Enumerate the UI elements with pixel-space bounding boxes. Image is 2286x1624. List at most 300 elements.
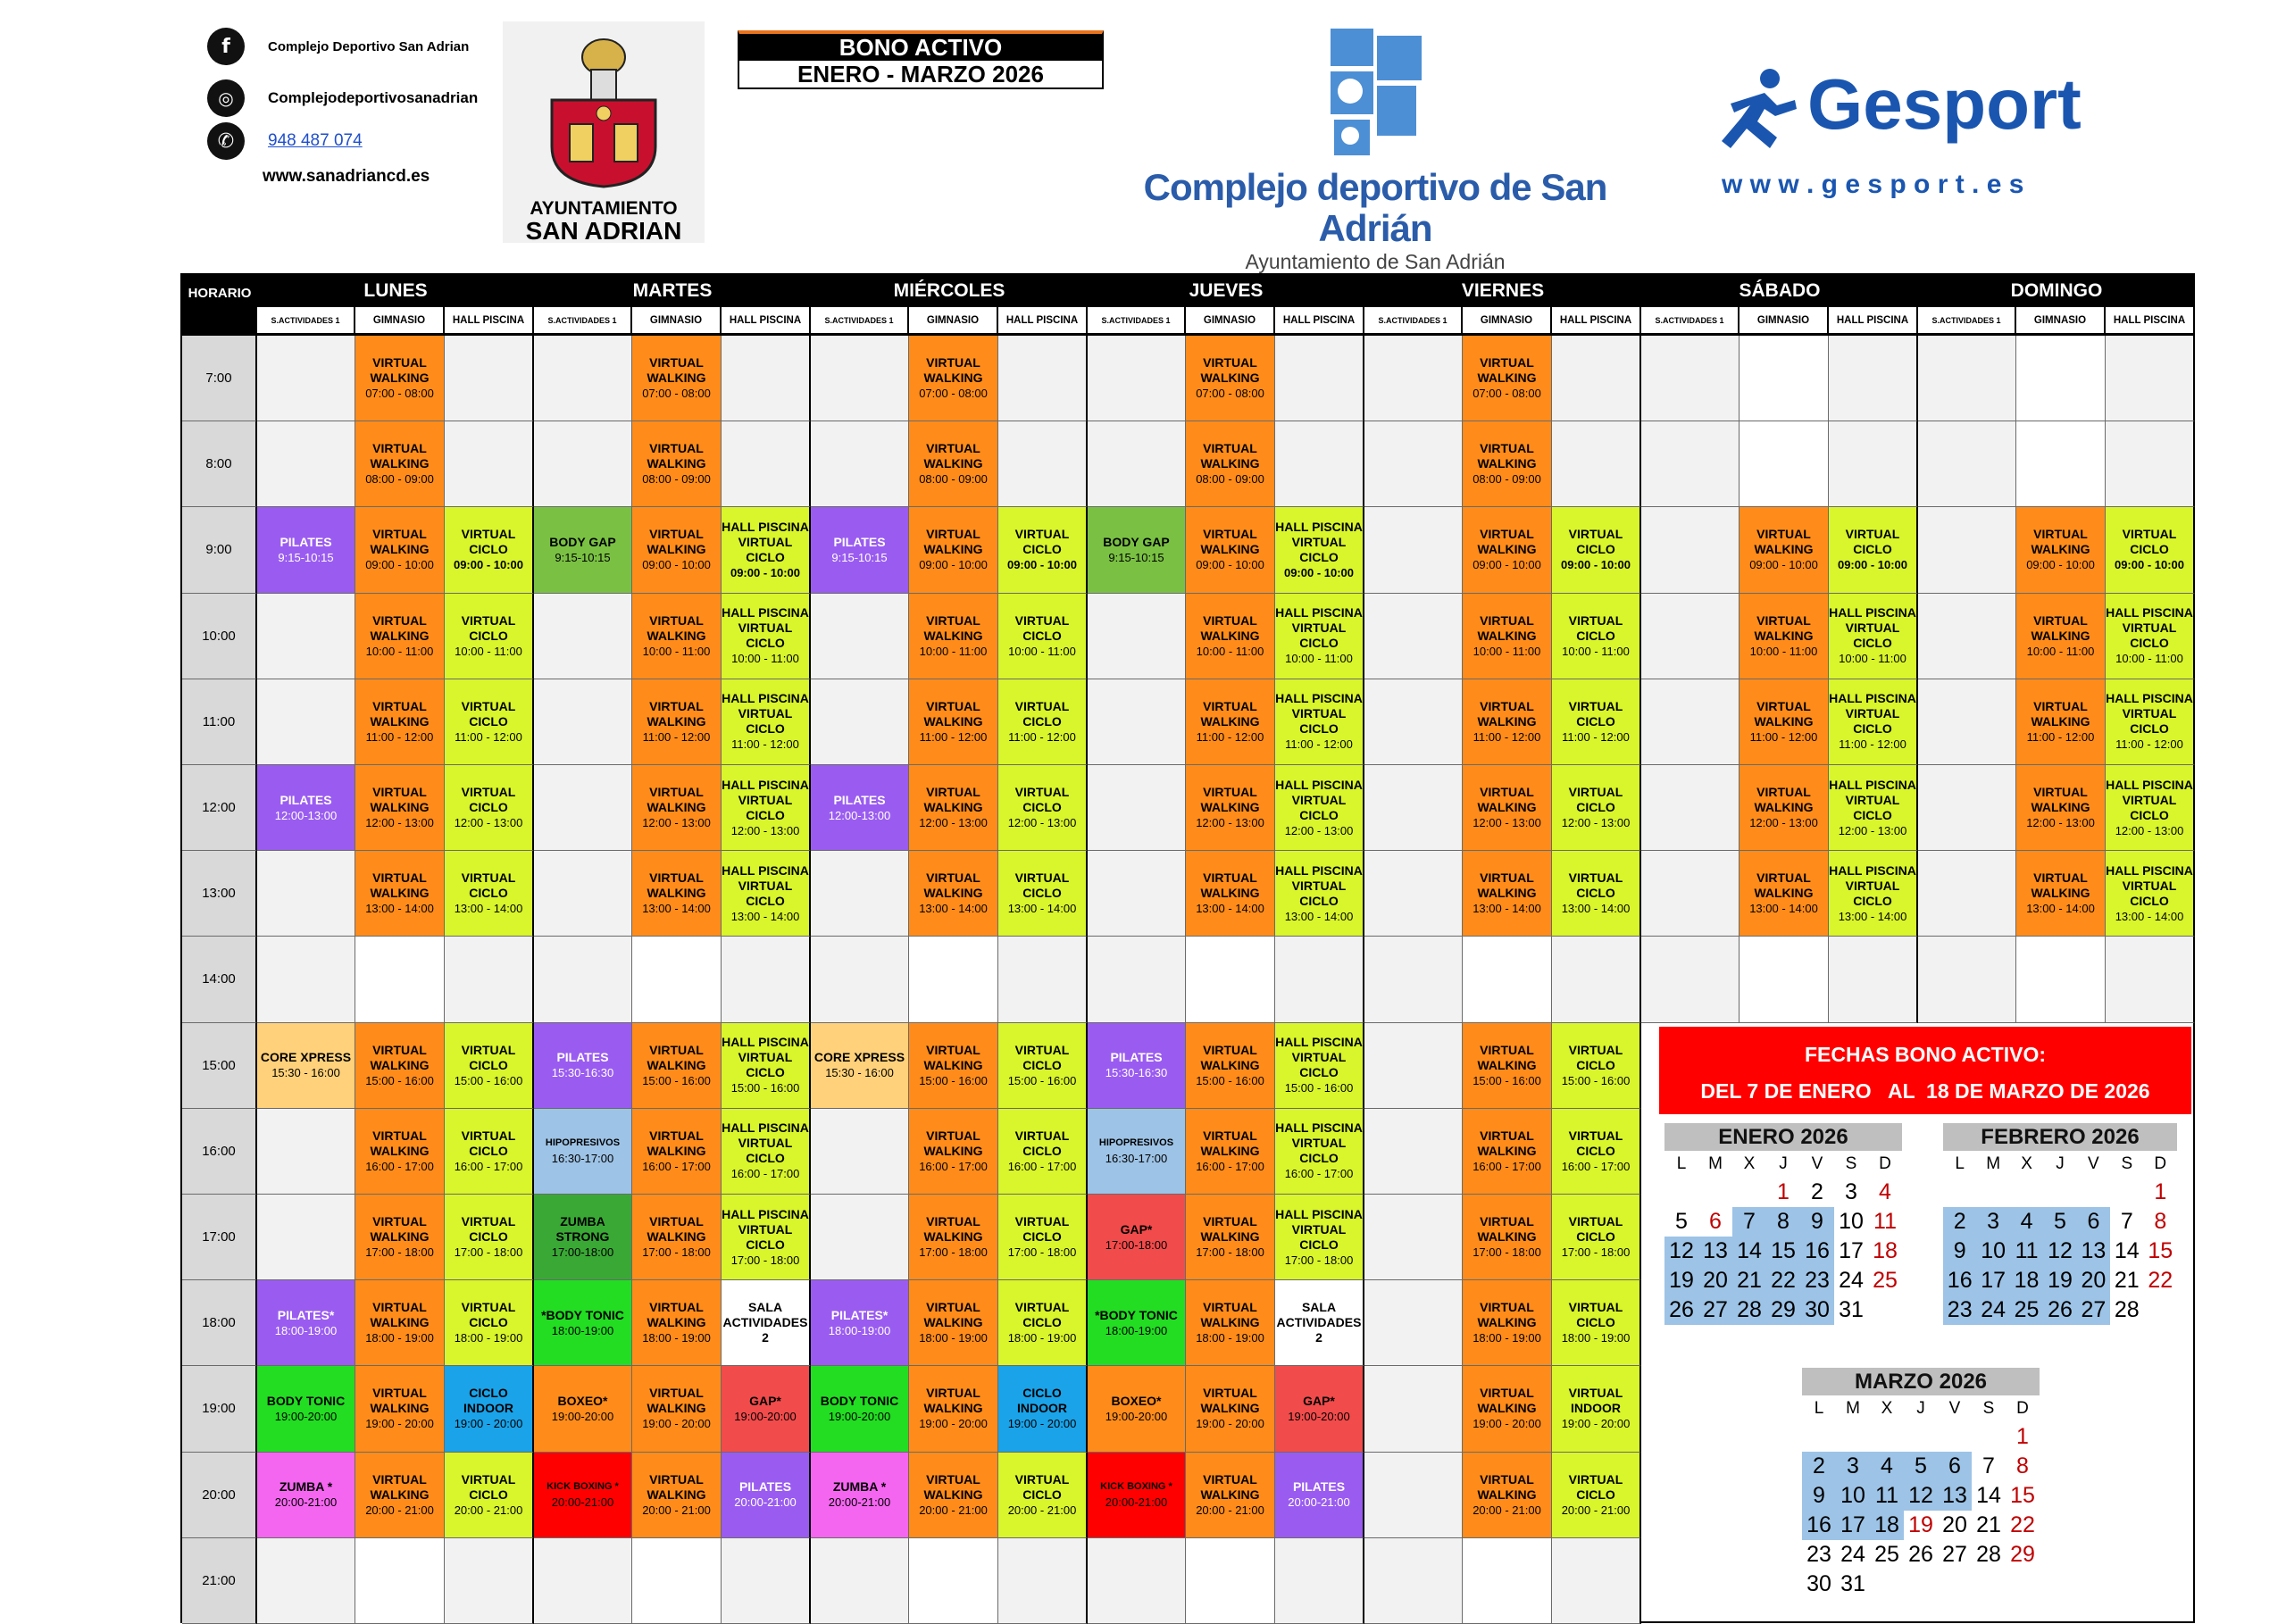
class-name: KICK BOXING * bbox=[546, 1481, 619, 1493]
complejo-logo bbox=[1116, 29, 1634, 273]
class-cell[interactable] bbox=[534, 507, 632, 593]
class-cell[interactable] bbox=[632, 336, 722, 421]
class-cell[interactable] bbox=[1740, 679, 1829, 765]
day-header-0: LUNES bbox=[257, 275, 534, 307]
empty-cell bbox=[1740, 336, 1829, 421]
class-name: VIRTUAL WALKING bbox=[647, 355, 706, 386]
class-cell[interactable] bbox=[445, 1195, 534, 1280]
class-cell[interactable] bbox=[1740, 594, 1829, 679]
class-cell[interactable] bbox=[722, 1453, 811, 1538]
class-time: 18:00 - 19:00 bbox=[1007, 1331, 1077, 1345]
class-cell[interactable] bbox=[445, 1280, 534, 1366]
class-cell[interactable] bbox=[811, 765, 909, 851]
class-time: 20:00 - 21:00 bbox=[1007, 1503, 1077, 1517]
class-cell[interactable] bbox=[1088, 1453, 1186, 1538]
calendar-day: 26 bbox=[2043, 1295, 2076, 1325]
instagram-line bbox=[207, 79, 478, 118]
class-cell[interactable] bbox=[1186, 336, 1275, 421]
class-name: GAP* bbox=[1120, 1221, 1153, 1237]
class-cell[interactable] bbox=[722, 1109, 811, 1195]
class-cell[interactable] bbox=[1740, 507, 1829, 593]
weekday-label: X bbox=[1743, 1154, 1756, 1173]
class-cell[interactable] bbox=[1740, 851, 1829, 937]
class-time: 16:00 - 17:00 bbox=[642, 1159, 711, 1173]
calendar-day: 10 bbox=[1836, 1481, 1870, 1511]
class-cell[interactable] bbox=[722, 594, 811, 679]
class-name: VIRTUAL WALKING bbox=[1200, 1128, 1260, 1158]
class-cell[interactable] bbox=[1463, 507, 1552, 593]
class-cell[interactable] bbox=[722, 1023, 811, 1109]
class-cell[interactable] bbox=[632, 1023, 722, 1109]
class-cell[interactable] bbox=[722, 851, 811, 937]
class-cell[interactable] bbox=[355, 765, 445, 851]
class-cell[interactable] bbox=[355, 851, 445, 937]
class-time: 17:00 - 18:00 bbox=[1473, 1245, 1541, 1260]
class-name: HALL PISCINA VIRTUAL CICLO bbox=[1829, 777, 1916, 822]
class-name: VIRTUAL WALKING bbox=[370, 527, 430, 557]
calendar-title: ENERO 2026 bbox=[1664, 1123, 1902, 1151]
class-cell[interactable] bbox=[1186, 1453, 1275, 1538]
class-cell[interactable] bbox=[2106, 507, 2195, 593]
class-cell[interactable] bbox=[355, 1453, 445, 1538]
class-time: 15:30 - 16:00 bbox=[271, 1066, 340, 1080]
empty-cell bbox=[2016, 937, 2106, 1022]
class-cell[interactable] bbox=[1186, 421, 1275, 507]
class-cell[interactable] bbox=[1275, 507, 1364, 593]
weekday-label: S bbox=[1845, 1154, 1857, 1173]
weekday-label: X bbox=[2021, 1154, 2032, 1173]
class-cell[interactable] bbox=[1186, 851, 1275, 937]
class-cell[interactable] bbox=[355, 679, 445, 765]
class-cell[interactable] bbox=[534, 1195, 632, 1280]
empty-cell bbox=[445, 421, 534, 507]
class-time: 13:00 - 14:00 bbox=[642, 902, 711, 916]
calendar-day: 9 bbox=[1943, 1237, 1976, 1266]
calendar-day: 28 bbox=[2114, 1297, 2140, 1322]
phone-line bbox=[207, 121, 363, 161]
class-cell[interactable] bbox=[355, 1109, 445, 1195]
class-cell[interactable] bbox=[1186, 1195, 1275, 1280]
class-cell[interactable] bbox=[1463, 594, 1552, 679]
class-time: 12:00-13:00 bbox=[828, 808, 891, 822]
class-cell[interactable] bbox=[445, 594, 534, 679]
class-cell[interactable] bbox=[632, 594, 722, 679]
class-time: 08:00 - 09:00 bbox=[1473, 472, 1541, 487]
class-cell[interactable] bbox=[355, 1023, 445, 1109]
class-time: 17:00 - 18:00 bbox=[642, 1245, 711, 1260]
class-cell[interactable] bbox=[998, 1366, 1088, 1452]
calendar-day bbox=[2144, 1295, 2177, 1325]
class-cell[interactable] bbox=[355, 336, 445, 421]
class-cell[interactable] bbox=[534, 1366, 632, 1452]
class-cell[interactable] bbox=[445, 1023, 534, 1109]
class-cell[interactable] bbox=[1463, 765, 1552, 851]
class-time: 17:00 - 18:00 bbox=[365, 1245, 434, 1260]
class-cell[interactable] bbox=[355, 1280, 445, 1366]
class-cell[interactable] bbox=[534, 1453, 632, 1538]
class-name: VIRTUAL WALKING bbox=[647, 1386, 706, 1416]
class-cell[interactable] bbox=[2106, 594, 2195, 679]
time-label: 14:00 bbox=[182, 937, 257, 1022]
empty-cell bbox=[2106, 937, 2195, 1022]
class-time: 10:00 - 11:00 bbox=[1285, 652, 1353, 666]
class-cell[interactable] bbox=[1552, 1453, 1641, 1538]
class-cell[interactable] bbox=[1740, 765, 1829, 851]
class-name: VIRTUAL WALKING bbox=[1200, 1471, 1260, 1502]
class-cell[interactable] bbox=[1275, 765, 1364, 851]
class-time: 20:00 - 21:00 bbox=[1561, 1503, 1631, 1517]
class-cell[interactable] bbox=[257, 507, 355, 593]
class-name: HALL PISCINA VIRTUAL CICLO bbox=[2106, 605, 2193, 651]
class-cell[interactable] bbox=[1186, 507, 1275, 593]
class-time: 9:15-10:15 bbox=[555, 550, 611, 564]
class-cell[interactable] bbox=[909, 421, 998, 507]
calendar-day: 3 bbox=[1976, 1207, 2009, 1237]
calendar-day bbox=[1938, 1422, 1972, 1452]
empty-cell bbox=[811, 679, 909, 765]
class-cell[interactable] bbox=[722, 765, 811, 851]
class-cell[interactable] bbox=[1275, 1109, 1364, 1195]
class-cell[interactable] bbox=[632, 851, 722, 937]
class-time: 10:00 - 11:00 bbox=[1008, 644, 1076, 658]
class-cell[interactable] bbox=[534, 1109, 632, 1195]
class-cell[interactable] bbox=[909, 336, 998, 421]
calendar-day: 8 bbox=[1766, 1207, 1800, 1237]
class-cell[interactable] bbox=[1463, 679, 1552, 765]
empty-cell bbox=[1641, 679, 1740, 765]
class-cell[interactable] bbox=[1552, 679, 1641, 765]
class-cell[interactable] bbox=[1275, 1453, 1364, 1538]
empty-cell bbox=[1740, 937, 1829, 1022]
class-name: VIRTUAL INDOOR bbox=[1568, 1386, 1623, 1416]
class-cell[interactable] bbox=[998, 851, 1088, 937]
class-cell[interactable] bbox=[445, 1453, 534, 1538]
empty-cell bbox=[257, 851, 355, 937]
class-cell[interactable] bbox=[1463, 1195, 1552, 1280]
class-name: VIRTUAL CICLO bbox=[1014, 612, 1070, 643]
calendar-day: 13 bbox=[1938, 1481, 1972, 1511]
class-cell[interactable] bbox=[257, 1023, 355, 1109]
class-time: 16:00 - 17:00 bbox=[365, 1159, 434, 1173]
class-cell[interactable] bbox=[632, 765, 722, 851]
class-name: VIRTUAL WALKING bbox=[2031, 612, 2090, 643]
class-name: HALL PISCINA VIRTUAL CICLO bbox=[722, 691, 809, 737]
class-cell[interactable] bbox=[355, 1195, 445, 1280]
class-cell[interactable] bbox=[1463, 1280, 1552, 1366]
empty-cell bbox=[445, 336, 534, 421]
calendar-febrero bbox=[1943, 1123, 2177, 1325]
gesport-name: Gesport bbox=[1807, 64, 2082, 144]
class-cell[interactable] bbox=[632, 1366, 722, 1452]
class-time: 19:00-20:00 bbox=[828, 1409, 891, 1423]
phone-link[interactable]: 948 487 074 bbox=[268, 131, 363, 150]
calendar-day: 25 bbox=[1874, 1542, 1899, 1567]
calendar-day: 27 bbox=[1698, 1295, 1732, 1325]
class-cell[interactable] bbox=[998, 507, 1088, 593]
class-cell[interactable] bbox=[998, 1195, 1088, 1280]
class-time: 19:00-20:00 bbox=[274, 1409, 338, 1423]
class-cell[interactable] bbox=[1186, 679, 1275, 765]
calendar-day: 4 bbox=[2010, 1207, 2043, 1237]
class-cell[interactable] bbox=[998, 679, 1088, 765]
class-cell[interactable] bbox=[632, 507, 722, 593]
class-cell[interactable] bbox=[998, 1023, 1088, 1109]
empty-cell bbox=[998, 937, 1088, 1022]
class-cell[interactable] bbox=[722, 1366, 811, 1452]
class-cell[interactable] bbox=[1829, 507, 1918, 593]
class-cell[interactable] bbox=[632, 679, 722, 765]
class-name: VIRTUAL WALKING bbox=[923, 1386, 983, 1416]
class-cell[interactable] bbox=[1088, 1023, 1186, 1109]
calendar-day: 19 bbox=[1664, 1266, 1698, 1295]
class-cell[interactable] bbox=[1463, 1023, 1552, 1109]
class-time: 12:00 - 13:00 bbox=[1473, 816, 1541, 830]
calendar-day: 25 bbox=[1873, 1268, 1898, 1293]
class-cell[interactable] bbox=[632, 1453, 722, 1538]
class-name: VIRTUAL CICLO bbox=[2122, 527, 2177, 557]
class-cell[interactable] bbox=[1463, 421, 1552, 507]
subcol-header: S.ACTIVIDADES 1 bbox=[811, 307, 909, 336]
class-time: 15:00 - 16:00 bbox=[642, 1073, 711, 1087]
class-name: VIRTUAL CICLO bbox=[1014, 698, 1070, 729]
empty-cell bbox=[632, 1538, 722, 1624]
class-time: 12:00 - 13:00 bbox=[642, 816, 711, 830]
subcol-header: S.ACTIVIDADES 1 bbox=[1364, 307, 1463, 336]
class-cell[interactable] bbox=[632, 1109, 722, 1195]
class-name: VIRTUAL WALKING bbox=[1477, 785, 1537, 815]
class-cell[interactable] bbox=[1463, 1109, 1552, 1195]
class-cell[interactable] bbox=[909, 1280, 998, 1366]
class-cell[interactable] bbox=[1088, 507, 1186, 593]
class-cell[interactable] bbox=[909, 851, 998, 937]
class-cell[interactable] bbox=[998, 1109, 1088, 1195]
class-name: VIRTUAL WALKING bbox=[1477, 698, 1537, 729]
class-cell[interactable] bbox=[445, 507, 534, 593]
class-cell[interactable] bbox=[1275, 1195, 1364, 1280]
class-cell[interactable] bbox=[1275, 1023, 1364, 1109]
class-time: 18:00 - 19:00 bbox=[1561, 1331, 1631, 1345]
class-cell[interactable] bbox=[1463, 1453, 1552, 1538]
class-time: 13:00 - 14:00 bbox=[1473, 902, 1541, 916]
class-name: VIRTUAL CICLO bbox=[1014, 1128, 1070, 1158]
class-time: 17:00-18:00 bbox=[1105, 1237, 1168, 1252]
class-cell[interactable] bbox=[445, 765, 534, 851]
class-cell[interactable] bbox=[445, 1366, 534, 1452]
class-cell[interactable] bbox=[811, 507, 909, 593]
class-cell[interactable] bbox=[1186, 765, 1275, 851]
empty-cell bbox=[1829, 937, 1918, 1022]
class-cell[interactable] bbox=[355, 507, 445, 593]
class-cell[interactable] bbox=[2106, 851, 2195, 937]
class-name: VIRTUAL CICLO bbox=[461, 1214, 516, 1245]
class-time: 16:30-17:00 bbox=[1105, 1152, 1168, 1166]
class-cell[interactable] bbox=[811, 1280, 909, 1366]
class-cell[interactable] bbox=[355, 594, 445, 679]
empty-cell bbox=[1552, 336, 1641, 421]
class-time: 11:00 - 12:00 bbox=[365, 729, 434, 744]
class-cell[interactable] bbox=[1552, 1023, 1641, 1109]
class-cell[interactable] bbox=[2016, 765, 2106, 851]
class-cell[interactable] bbox=[534, 1280, 632, 1366]
class-cell[interactable] bbox=[722, 679, 811, 765]
class-name: VIRTUAL CICLO bbox=[1568, 1471, 1623, 1502]
class-cell[interactable] bbox=[998, 765, 1088, 851]
class-name: VIRTUAL WALKING bbox=[923, 1128, 983, 1158]
class-cell[interactable] bbox=[1552, 1109, 1641, 1195]
class-cell[interactable] bbox=[1186, 1366, 1275, 1452]
class-name: CORE XPRESS bbox=[260, 1050, 352, 1065]
class-cell[interactable] bbox=[909, 507, 998, 593]
class-cell[interactable] bbox=[1829, 594, 1918, 679]
class-cell[interactable] bbox=[1275, 594, 1364, 679]
class-cell[interactable] bbox=[909, 1195, 998, 1280]
class-cell[interactable] bbox=[1088, 1109, 1186, 1195]
class-time: 18:00 - 19:00 bbox=[919, 1331, 988, 1345]
class-name: PILATES bbox=[1292, 1479, 1346, 1495]
class-cell[interactable] bbox=[1186, 594, 1275, 679]
class-time: 11:00 - 12:00 bbox=[2026, 729, 2095, 744]
class-cell[interactable] bbox=[909, 765, 998, 851]
calendar-day: 23 bbox=[1800, 1266, 1834, 1295]
class-cell[interactable] bbox=[1463, 851, 1552, 937]
class-name: VIRTUAL CICLO bbox=[461, 1042, 516, 1072]
class-cell[interactable] bbox=[722, 507, 811, 593]
class-cell[interactable] bbox=[1275, 1280, 1364, 1366]
class-name: VIRTUAL WALKING bbox=[370, 785, 430, 815]
class-time: 10:00 - 11:00 bbox=[2026, 644, 2095, 658]
class-cell[interactable] bbox=[445, 851, 534, 937]
class-cell[interactable] bbox=[257, 1453, 355, 1538]
calendar-day: 31 bbox=[1840, 1571, 1865, 1596]
facebook-icon: f bbox=[207, 28, 245, 65]
class-cell[interactable] bbox=[355, 1366, 445, 1452]
class-cell[interactable] bbox=[1552, 765, 1641, 851]
class-cell[interactable] bbox=[1463, 336, 1552, 421]
class-time: 10:00 - 11:00 bbox=[455, 644, 522, 658]
class-cell[interactable] bbox=[1829, 765, 1918, 851]
class-cell[interactable] bbox=[257, 1366, 355, 1452]
class-cell[interactable] bbox=[257, 1280, 355, 1366]
class-time: 20:00-21:00 bbox=[551, 1495, 614, 1510]
class-name: SALA ACTIVIDADES 2 bbox=[1276, 1300, 1362, 1345]
class-cell[interactable] bbox=[1552, 851, 1641, 937]
empty-cell bbox=[811, 1109, 909, 1195]
calendar-day: 21 bbox=[1976, 1512, 2001, 1537]
class-cell[interactable] bbox=[1552, 1366, 1641, 1452]
class-cell[interactable] bbox=[1275, 851, 1364, 937]
complejo-name: Complejo deportivo de San Adrián bbox=[1143, 166, 1607, 249]
class-cell[interactable] bbox=[1088, 1280, 1186, 1366]
class-cell[interactable] bbox=[811, 1023, 909, 1109]
class-cell[interactable] bbox=[1829, 851, 1918, 937]
class-name: VIRTUAL WALKING bbox=[1477, 1042, 1537, 1072]
class-cell[interactable] bbox=[632, 421, 722, 507]
class-cell[interactable] bbox=[909, 679, 998, 765]
class-time: 20:00-21:00 bbox=[1105, 1495, 1168, 1510]
class-cell[interactable] bbox=[1829, 679, 1918, 765]
class-cell[interactable] bbox=[257, 765, 355, 851]
class-time: 09:00 - 10:00 bbox=[1837, 558, 1908, 572]
class-time: 20:00 - 21:00 bbox=[454, 1503, 523, 1517]
class-cell[interactable] bbox=[1275, 1366, 1364, 1452]
class-cell[interactable] bbox=[722, 1195, 811, 1280]
empty-cell bbox=[811, 1538, 909, 1624]
empty-cell bbox=[811, 421, 909, 507]
class-name: VIRTUAL WALKING bbox=[647, 441, 706, 471]
class-cell[interactable] bbox=[1552, 1195, 1641, 1280]
class-cell[interactable] bbox=[909, 1366, 998, 1452]
class-cell[interactable] bbox=[445, 679, 534, 765]
class-cell[interactable] bbox=[811, 1366, 909, 1452]
empty-cell bbox=[1918, 937, 2016, 1022]
class-cell[interactable] bbox=[1186, 1280, 1275, 1366]
class-cell[interactable] bbox=[534, 1023, 632, 1109]
class-cell[interactable] bbox=[2106, 765, 2195, 851]
empty-cell bbox=[257, 1109, 355, 1195]
class-name: VIRTUAL WALKING bbox=[923, 355, 983, 386]
subcol-header: GIMNASIO bbox=[2016, 307, 2106, 336]
class-cell[interactable] bbox=[2016, 507, 2106, 593]
class-cell[interactable] bbox=[1275, 679, 1364, 765]
calendar-day: 18 bbox=[1870, 1511, 1904, 1540]
class-cell[interactable] bbox=[2016, 679, 2106, 765]
class-cell[interactable] bbox=[2016, 851, 2106, 937]
class-cell[interactable] bbox=[722, 1280, 811, 1366]
class-cell[interactable] bbox=[998, 1280, 1088, 1366]
calendar-day: 6 bbox=[1938, 1452, 1972, 1481]
class-time: 13:00 - 14:00 bbox=[2115, 909, 2184, 923]
calendar-grid bbox=[1802, 1395, 2040, 1599]
class-cell[interactable] bbox=[1552, 1280, 1641, 1366]
class-cell[interactable] bbox=[909, 1023, 998, 1109]
class-time: 20:00-21:00 bbox=[1288, 1495, 1350, 1510]
class-time: 17:00 - 18:00 bbox=[730, 1253, 800, 1267]
class-cell[interactable] bbox=[2016, 594, 2106, 679]
calendar-day: 11 bbox=[1873, 1209, 1897, 1234]
class-cell[interactable] bbox=[355, 421, 445, 507]
class-cell[interactable] bbox=[998, 1453, 1088, 1538]
class-cell[interactable] bbox=[1186, 1109, 1275, 1195]
class-cell[interactable] bbox=[1088, 1195, 1186, 1280]
class-name: HALL PISCINA VIRTUAL CICLO bbox=[1275, 1035, 1363, 1080]
class-time: 09:00 - 10:00 bbox=[1473, 558, 1541, 572]
class-cell[interactable] bbox=[445, 1109, 534, 1195]
calendar-day bbox=[1904, 1570, 1938, 1599]
day-header-6: DOMINGO bbox=[1918, 275, 2195, 307]
class-cell[interactable] bbox=[1463, 1366, 1552, 1452]
class-cell[interactable] bbox=[2106, 679, 2195, 765]
class-name: KICK BOXING * bbox=[1100, 1481, 1172, 1493]
class-cell[interactable] bbox=[909, 594, 998, 679]
weekday-label: D bbox=[1879, 1154, 1891, 1173]
class-cell[interactable] bbox=[1186, 1023, 1275, 1109]
class-cell[interactable] bbox=[909, 1453, 998, 1538]
class-cell[interactable] bbox=[909, 1109, 998, 1195]
class-cell[interactable] bbox=[1088, 1366, 1186, 1452]
class-name: VIRTUAL WALKING bbox=[1200, 1042, 1260, 1072]
class-cell[interactable] bbox=[1552, 594, 1641, 679]
class-cell[interactable] bbox=[811, 1453, 909, 1538]
class-time: 15:00 - 16:00 bbox=[730, 1081, 800, 1095]
class-cell[interactable] bbox=[998, 594, 1088, 679]
class-cell[interactable] bbox=[1552, 507, 1641, 593]
class-cell[interactable] bbox=[632, 1280, 722, 1366]
calendar-title: MARZO 2026 bbox=[1802, 1368, 2040, 1395]
class-cell[interactable] bbox=[632, 1195, 722, 1280]
weekday-label: X bbox=[1881, 1399, 1893, 1418]
calendar-day: 7 bbox=[1982, 1453, 1995, 1478]
horario-header: HORARIO bbox=[182, 275, 257, 336]
